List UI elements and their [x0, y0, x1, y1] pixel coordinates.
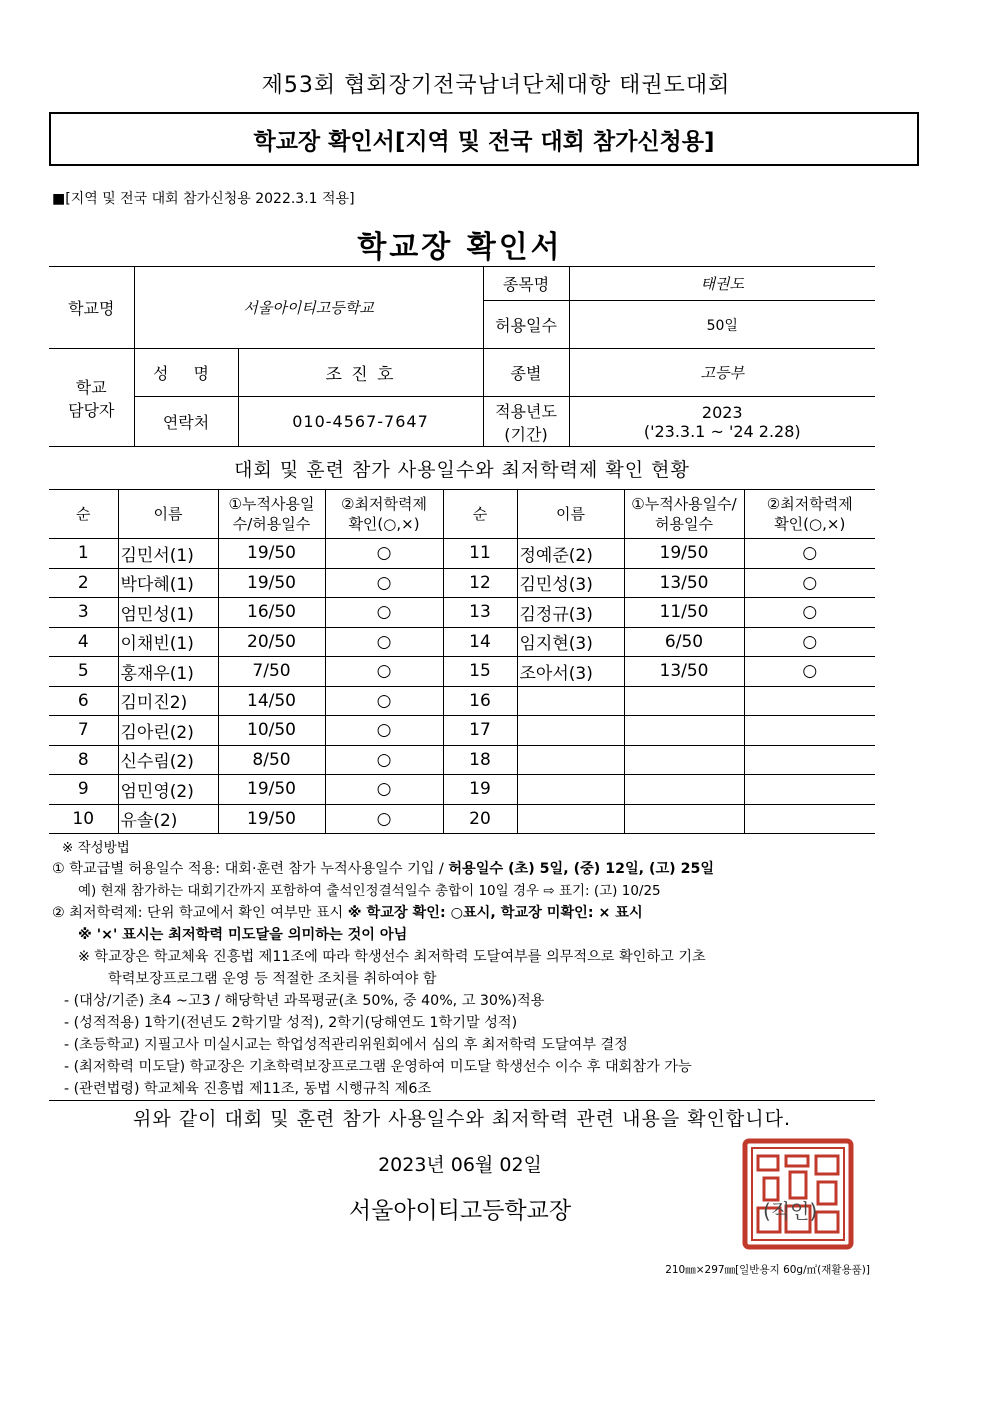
- contact-label: 연락처: [134, 397, 238, 447]
- row-number: 20: [443, 804, 517, 834]
- min-academic-check: ○: [325, 775, 443, 805]
- principal-signature-line: 서울아이티고등학교장: [348, 1198, 572, 1224]
- header-min-line1: ②최저학력제: [341, 494, 427, 513]
- student-name: 박다혜(1): [118, 568, 218, 598]
- row-number: 5: [49, 657, 118, 687]
- note-6: 학력보장프로그램 운영 등 적절한 조치를 취하여야 함: [108, 971, 437, 987]
- student-name: 유솔(2): [118, 804, 218, 834]
- table-body: [49, 539, 875, 834]
- signing-date: 2023년 06월 02일: [378, 1154, 542, 1176]
- used-days: 16/50: [218, 598, 325, 628]
- used-days: [624, 804, 744, 834]
- note-4: ※ '×' 표시는 최저학력 미도달을 의미하는 것이 아님: [78, 927, 408, 943]
- row-number: 6: [49, 686, 118, 716]
- year-value: [569, 397, 875, 447]
- row-number: 17: [443, 716, 517, 746]
- year-text: 2023: [701, 402, 743, 422]
- row-number: 1: [49, 539, 118, 569]
- year-label-line1: 적용년도: [495, 401, 557, 421]
- header-used-right-line2: 허용일수: [655, 515, 713, 533]
- note-3-text: ② 최저학력제: 단위 학교에서 확인 여부만 표시: [52, 905, 348, 921]
- year-label: [483, 397, 569, 447]
- confirm-statement: 위와 같이 대회 및 훈련 참가 사용일수와 최저학력 관련 내용을 확인합니다.: [132, 1108, 792, 1130]
- min-academic-check: [744, 686, 875, 716]
- note-9: - (초등학교) 지필고사 미실시교는 학업성적관리위원회에서 심의 후 최저학력 도달여부 결정: [64, 1037, 628, 1053]
- min-academic-check: ○: [744, 568, 875, 598]
- row-number: 8: [49, 745, 118, 775]
- student-name: [517, 686, 624, 716]
- note-8: - (성적적용) 1학기(전년도 2학기말 성적), 2학기(당해연도 1학기말 성적): [64, 1015, 518, 1031]
- header-min-line2: 확인(○,×): [348, 515, 420, 533]
- min-academic-check: ○: [744, 598, 875, 628]
- used-days: 19/50: [218, 568, 325, 598]
- used-days: 20/50: [218, 627, 325, 657]
- period-text: ('23.3.1 ~ '24 2.28): [643, 421, 801, 441]
- student-name: [517, 716, 624, 746]
- header-used-right: [624, 490, 744, 539]
- sport-label: 종목명: [483, 267, 569, 301]
- used-days: 19/50: [624, 539, 744, 569]
- min-academic-check: ○: [325, 568, 443, 598]
- min-academic-check: [744, 775, 875, 805]
- used-days: [624, 716, 744, 746]
- note-1: [52, 858, 892, 880]
- min-academic-check: ○: [325, 716, 443, 746]
- used-days: [624, 775, 744, 805]
- used-days: [624, 745, 744, 775]
- student-name: 정예준(2): [517, 539, 624, 569]
- row-number: 7: [49, 716, 118, 746]
- student-name: 김정규(3): [517, 598, 624, 628]
- official-seal-stamp: [742, 1138, 854, 1250]
- used-days: 19/50: [218, 539, 325, 569]
- header-min: [325, 490, 443, 539]
- name-label: 성 명: [134, 349, 238, 397]
- school-label: 학교명: [49, 267, 134, 349]
- note-11: - (관련법령) 학교체육 진흥법 제11조, 동법 시행규칙 제6조: [64, 1081, 432, 1097]
- form-title-box: 학교장 확인서[지역 및 전국 대회 참가신청용]: [49, 112, 919, 166]
- student-name: 신수림(2): [118, 745, 218, 775]
- manager-label-line2: 담당자: [68, 400, 115, 420]
- contact-value: 010-4567-7647: [238, 397, 483, 447]
- min-academic-check: ○: [744, 627, 875, 657]
- row-number: 9: [49, 775, 118, 805]
- header-used-right-line1: ①누적사용일수/: [631, 494, 737, 513]
- student-name: 조아서(3): [517, 657, 624, 687]
- row-number: 10: [49, 804, 118, 834]
- header-min-right-line2: 확인(○,×): [774, 515, 846, 533]
- row-number: 11: [443, 539, 517, 569]
- min-academic-check: ○: [325, 627, 443, 657]
- student-name: 이채빈(1): [118, 627, 218, 657]
- header-no: 순: [49, 490, 118, 539]
- row-number: 18: [443, 745, 517, 775]
- student-name: 엄민성(1): [118, 598, 218, 628]
- participant-table: [49, 489, 875, 834]
- table-row: [49, 539, 875, 569]
- manager-label-line1: 학교: [75, 377, 107, 397]
- table-subtitle: 대회 및 훈련 참가 사용일수와 최저학력제 확인 현황: [234, 459, 690, 481]
- table-row: [49, 716, 875, 746]
- table-row: [49, 775, 875, 805]
- year-label-line2: (기간): [504, 424, 548, 444]
- student-name: 김아린(2): [118, 716, 218, 746]
- used-days: 19/50: [218, 804, 325, 834]
- min-academic-check: ○: [325, 686, 443, 716]
- note-2: 예) 현재 참가하는 대회기간까지 포함하여 출석인정결석일수 총합이 10일 경우 ⇨ 표기: (고) 10/25: [78, 883, 661, 899]
- table-row: [49, 657, 875, 687]
- student-name: 김민성(3): [517, 568, 624, 598]
- min-academic-check: [744, 716, 875, 746]
- min-academic-check: ○: [325, 657, 443, 687]
- note-10: - (최저학력 미도달) 학교장은 기초학력보장프로그램 운영하여 미도달 학생선수 이수 후 대회참가 가능: [64, 1059, 692, 1075]
- divider: [49, 1100, 875, 1101]
- used-days: 13/50: [624, 568, 744, 598]
- row-number: 14: [443, 627, 517, 657]
- used-days: 14/50: [218, 686, 325, 716]
- student-name: [517, 745, 624, 775]
- table-row: [49, 745, 875, 775]
- table-row: [49, 598, 875, 628]
- note-3-bold: ※ 학교장 확인: ○표시, 학교장 미확인: × 표시: [347, 905, 643, 921]
- header-used-line2: 수/허용일수: [232, 515, 311, 533]
- row-number: 12: [443, 568, 517, 598]
- table-row: [49, 686, 875, 716]
- division-value: 고등부: [569, 349, 875, 397]
- main-title: 학교장 확인서: [357, 230, 563, 265]
- sport-value: 태권도: [569, 267, 875, 301]
- division-label: 종별: [483, 349, 569, 397]
- table-row: [49, 804, 875, 834]
- school-info-table: [49, 266, 875, 447]
- student-name: [517, 804, 624, 834]
- allowed-label: 허용일수: [483, 301, 569, 349]
- manager-label: [49, 349, 134, 447]
- row-number: 4: [49, 627, 118, 657]
- header-used-line1: ①누적사용일: [228, 494, 315, 513]
- header-min-right-line1: ②최저학력제: [766, 494, 853, 513]
- student-name: 임지현(3): [517, 627, 624, 657]
- used-days: 13/50: [624, 657, 744, 687]
- form-notice: ■[지역 및 전국 대회 참가신청용 2022.3.1 적용]: [52, 191, 355, 207]
- header-name-right: 이름: [517, 490, 624, 539]
- header-used: [218, 490, 325, 539]
- row-number: 2: [49, 568, 118, 598]
- min-academic-check: [744, 745, 875, 775]
- row-number: 13: [443, 598, 517, 628]
- used-days: 19/50: [218, 775, 325, 805]
- method-heading: ※ 작성방법: [62, 840, 130, 856]
- table-row: [49, 627, 875, 657]
- manager-name: 조 진 호: [238, 349, 483, 397]
- min-academic-check: ○: [325, 598, 443, 628]
- student-name: [517, 775, 624, 805]
- note-7: - (대상/기준) 초4 ~고3 / 해당학년 과목평균(초 50%, 중 40%, 고 30%)적용: [64, 993, 545, 1009]
- min-academic-check: ○: [744, 539, 875, 569]
- student-name: 김미진2): [118, 686, 218, 716]
- header-name: 이름: [118, 490, 218, 539]
- used-days: [624, 686, 744, 716]
- allowed-value: 50일: [569, 301, 875, 349]
- row-number: 3: [49, 598, 118, 628]
- min-academic-check: ○: [325, 804, 443, 834]
- notes-block: [52, 858, 892, 1100]
- header-min-right: [744, 490, 875, 539]
- note-3: [52, 902, 892, 924]
- student-name: 홍재우(1): [118, 657, 218, 687]
- table-row: [49, 568, 875, 598]
- min-academic-check: ○: [325, 539, 443, 569]
- event-title: 제53회 협회장기전국남녀단체대항 태권도대회: [261, 73, 731, 98]
- used-days: 10/50: [218, 716, 325, 746]
- school-name: 서울아이티고등학교: [134, 267, 483, 349]
- note-1-text: ① 학교급별 허용일수 적용: 대회·훈련 참가 누적사용일수 기입 /: [52, 861, 449, 877]
- row-number: 16: [443, 686, 517, 716]
- seal-label: (직인): [763, 1199, 818, 1223]
- paper-spec: 210㎜×297㎜[일반용지 60g/㎡(재활용품)]: [665, 1264, 870, 1276]
- note-5: ※ 학교장은 학교체육 진흥법 제11조에 따라 학생선수 최저학력 도달여부를 의무적으로 확인하고 기초: [78, 949, 706, 965]
- row-number: 15: [443, 657, 517, 687]
- min-academic-check: [744, 804, 875, 834]
- used-days: 8/50: [218, 745, 325, 775]
- note-1-bold: 허용일수 (초) 5일, (중) 12일, (고) 25일: [448, 861, 715, 877]
- min-academic-check: ○: [744, 657, 875, 687]
- row-number: 19: [443, 775, 517, 805]
- header-no-right: 순: [443, 490, 517, 539]
- used-days: 6/50: [624, 627, 744, 657]
- table-header-row: [49, 490, 875, 539]
- student-name: 엄민영(2): [118, 775, 218, 805]
- min-academic-check: ○: [325, 745, 443, 775]
- used-days: 11/50: [624, 598, 744, 628]
- student-name: 김민서(1): [118, 539, 218, 569]
- used-days: 7/50: [218, 657, 325, 687]
